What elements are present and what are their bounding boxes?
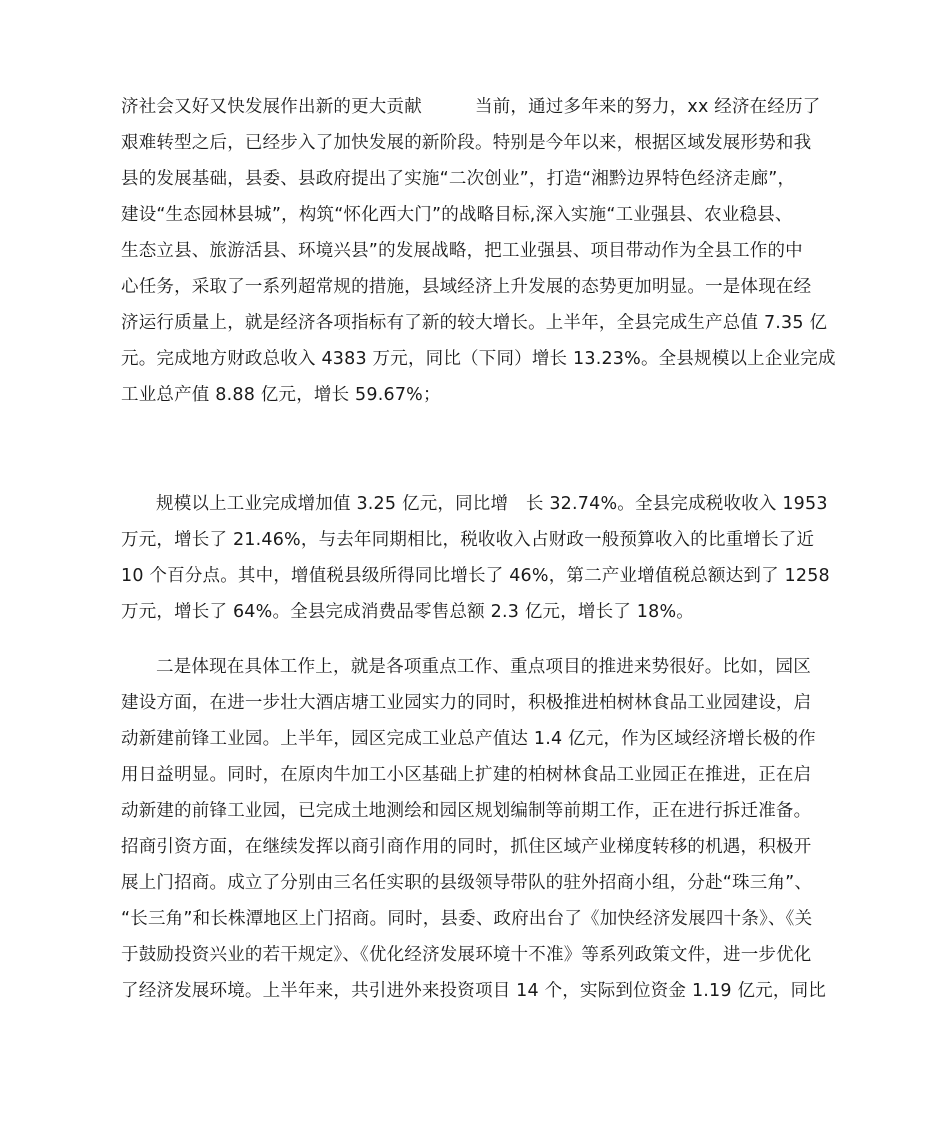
text-line: 10 个百分点。其中，增值税县级所得同比增长了 46%，第二产业增值税总额达到了 1258 bbox=[121, 566, 830, 586]
text-line: 艰难转型之后，已经步入了加快发展的新阶段。特别是今年以来，根据区域发展形势和我 bbox=[121, 133, 812, 153]
text-line: 用日益明显。同时，在原肉牛加工小区基础上扩建的柏树林食品工业园正在推进，正在启 bbox=[121, 765, 812, 785]
text-line: 招商引资方面，在继续发挥以商引商作用的同时，抓住区域产业梯度转移的机遇，积极开 bbox=[121, 837, 812, 857]
text-line: 济运行质量上，就是经济各项指标有了新的较大增长。上半年，全县完成生产总值 7.35 亿 bbox=[121, 313, 828, 333]
text-line-indented: 规模以上工业完成增加值 3.25 亿元，同比增 长 32.74%。全县完成税收收入 1953 bbox=[156, 494, 828, 514]
text-line: 建设方面，在进一步壮大酒店塘工业园实力的同时，积极推进柏树林食品工业园建设，启 bbox=[121, 693, 812, 713]
text-line: 建设“生态园林县城”，构筑“怀化西大门”的战略目标,深入实施“工业强县、农业稳县、 bbox=[121, 205, 793, 225]
paragraph-economic-growth bbox=[121, 89, 841, 413]
text-line: 元。完成地方财政总收入 4383 万元，同比（下同）增长 13.23%。全县规模以上企业完成 bbox=[121, 349, 836, 369]
text-line: 了经济发展环境。上半年来，共引进外来投资项目 14 个，实际到位资金 1.19 亿元，同比 bbox=[121, 981, 826, 1001]
text-line-indented: 二是体现在具体工作上，就是各项重点工作、重点项目的推进来势很好。比如，园区 bbox=[156, 657, 811, 677]
text-line: 动新建前锋工业园。上半年，园区完成工业总产值达 1.4 亿元，作为区域经济增长极的作 bbox=[121, 729, 816, 749]
text-line: 万元，增长了 21.46%，与去年同期相比，税收收入占财政一般预算收入的比重增长了近 bbox=[121, 530, 815, 550]
text-line: 展上门招商。成立了分别由三名任实职的县级领导带队的驻外招商小组，分赴“珠三角”、 bbox=[121, 873, 813, 893]
paragraph-tax-revenue bbox=[121, 486, 841, 630]
text-line: 县的发展基础，县委、县政府提出了实施“二次创业”，打造“湘黔边界特色经济走廊”， bbox=[121, 169, 796, 189]
text-line: 生态立县、旅游活县、环境兴县”的发展战略，把工业强县、项目带动作为全县工作的中 bbox=[121, 241, 803, 261]
text-line: 工业总产值 8.88 亿元，增长 59.67%； bbox=[121, 385, 441, 405]
text-line: 万元，增长了 64%。全县完成消费品零售总额 2.3 亿元，增长了 18%。 bbox=[121, 602, 694, 622]
text-line: 动新建的前锋工业园，已完成土地测绘和园区规划编制等前期工作，正在进行拆迁准备。 bbox=[121, 801, 812, 821]
text-line: 心任务，采取了一系列超常规的措施，县域经济上升发展的态势更加明显。一是体现在经 bbox=[121, 277, 812, 297]
text-line: 于鼓励投资兴业的若干规定》、《优化经济发展环境十不准》等系列政策文件，进一步优化 bbox=[121, 945, 812, 965]
text-line: “长三角”和长株潭地区上门招商。同时，县委、政府出台了《加快经济发展四十条》、《关 bbox=[121, 909, 813, 929]
text-line: 济社会又好又快发展作出新的更大贡献 当前，通过多年来的努力，xx 经济在经历了 bbox=[121, 97, 821, 117]
paragraph-key-projects bbox=[121, 649, 841, 1009]
